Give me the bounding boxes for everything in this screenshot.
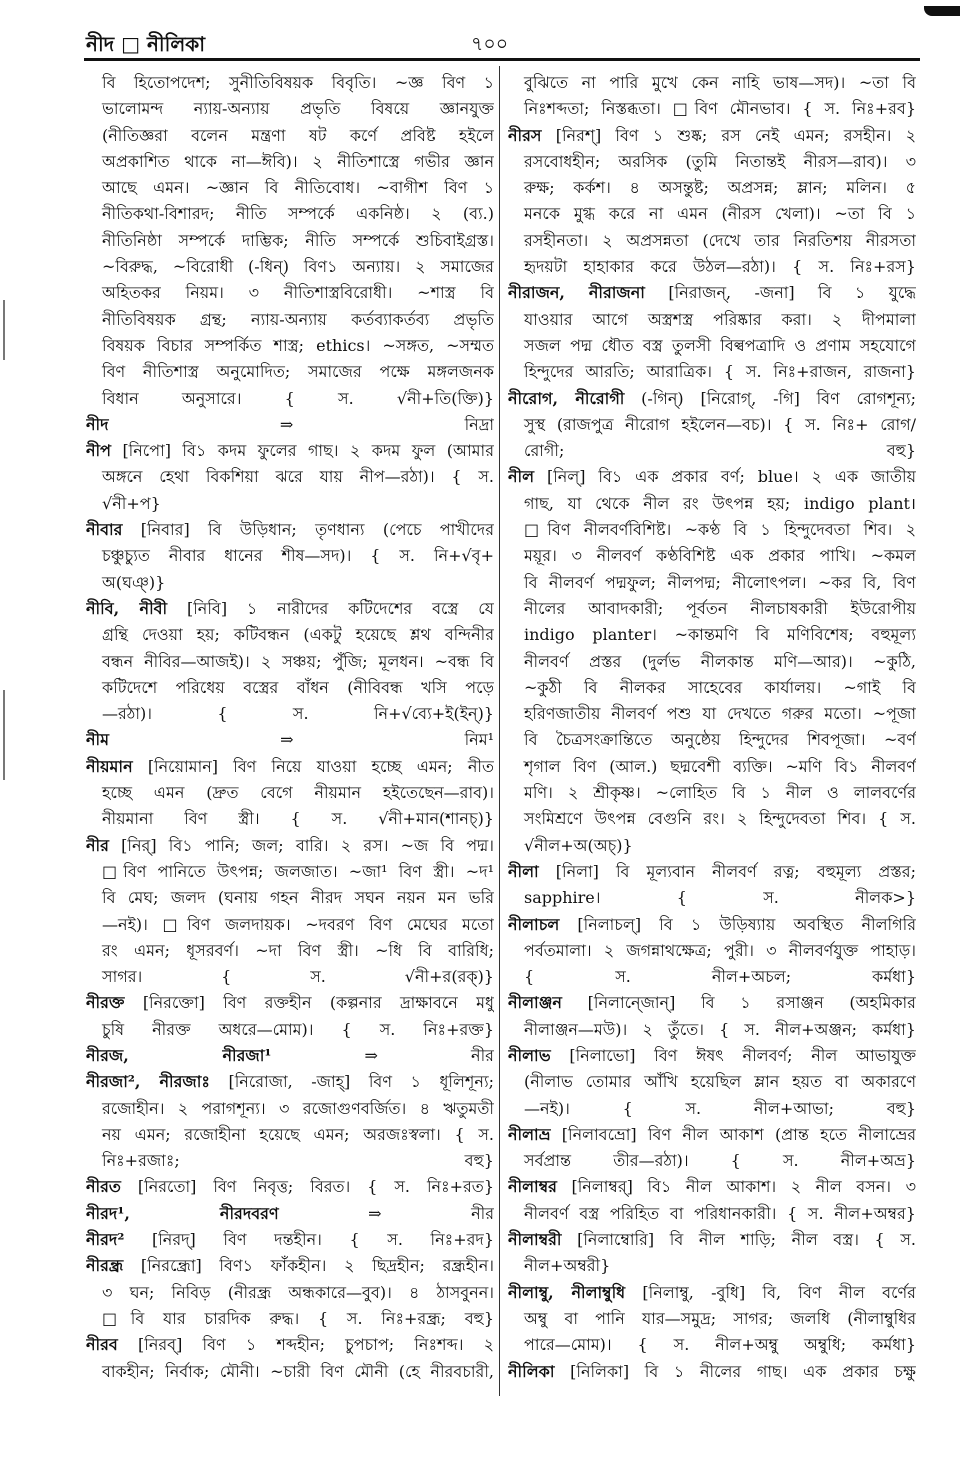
text-line — [508, 1017, 916, 1043]
definition-text: [নিলাবভ্রো] বিণ নীল আকাশ (প্রান্ত হতে নীলাভ্রের — [550, 1124, 916, 1144]
page-header — [86, 28, 916, 58]
definition-text: মনকে মুগ্ধ করে না এমন (নীরস খেলা)। ~তা বি ১ — [524, 204, 916, 224]
definition-text: পর্বতমালা। ২ জগন্নাথক্ষেত্র; পুরী। ৩ নীলবর্ণযুক্ত পাহাড়। — [524, 940, 916, 960]
scan-artifact — [924, 6, 960, 16]
definition-text: ~বিরুদ্ধ, ~বিরোধী (-ধিন্) বিণ১ অন্যায়। ২ সমাজের — [102, 257, 494, 277]
definition-text: ৩ ঘন; নিবিড় (নীরন্ধ্র অন্ধকারে—বুব)। ৪ ঠাসবুনন। — [102, 1282, 494, 1302]
text-line — [86, 649, 494, 675]
definition-text: —নই)। □বিণ জলদায়ক। ~দবরণ বিণ মেঘের মতো — [102, 914, 494, 934]
text-line — [508, 491, 916, 517]
definition-text: [নিলাম্বর্] বি১ নীল আকাশ। ২ নীল বসন। ৩ — [556, 1177, 916, 1197]
definition-text: শৃগাল বিণ (আল.) ছদ্মবেশী ব্যক্তি। ~মণি বি১ নীলবর্ণ — [524, 756, 916, 776]
text-line — [86, 1148, 494, 1174]
text-line — [86, 622, 494, 648]
text-line — [86, 675, 494, 701]
text-line — [508, 754, 916, 780]
definition-text: রোগী; বহু} — [524, 441, 916, 461]
text-line — [86, 938, 494, 964]
definition-text: নীলবর্ণ প্রস্তর (দুর্লভ নীলকান্ত মণি—আর)। ~কুঠি, — [524, 651, 916, 671]
headword: নীরোগ, নীরোগী — [508, 388, 625, 408]
definition-text: সজল পদ্ম ধৌত বস্ত্র তুলসী বিল্বপত্রাদি ও প্রণাম সহযোগে — [524, 335, 916, 355]
text-line — [508, 727, 916, 753]
definition-text: বি হিতোপদেশ; সুনীতিবিষয়ক বিবৃতি। ~জ্ঞ বিণ ১ — [102, 73, 494, 92]
entry-line — [86, 1174, 494, 1200]
text-line — [86, 70, 494, 96]
text-line — [86, 1017, 494, 1043]
text-line — [508, 96, 916, 122]
right-column — [508, 70, 916, 1385]
definition-text: হরিণজাতীয় নীলবর্ণ পশু যা দেখতে গরুর মতো। ~পূজা — [524, 704, 916, 724]
definition-text: অ(ঘঞ্)} — [102, 572, 166, 592]
scan-edge-mark — [3, 690, 5, 780]
definition-text: নীলবর্ণ বস্ত্র পরিহিত বা পরিধানকারী। { স. নীল+অম্বর} — [524, 1203, 916, 1223]
entry-line — [86, 517, 494, 543]
definition-text: বিধান অনুসারে। { স. √নী+তি(ক্তি)} — [102, 388, 494, 408]
text-line — [508, 1096, 916, 1122]
headword: নীরব — [86, 1335, 118, 1355]
definition-text: —নই)। { স. নীল+আভা; বহু} — [524, 1098, 916, 1118]
text-line — [86, 280, 494, 306]
text-line — [86, 201, 494, 227]
definition-text: —রঠা)। { স. নি+√ব্যে+ই(ইন্)} — [102, 704, 494, 724]
entry-line — [86, 596, 494, 622]
entry-line — [86, 1332, 494, 1358]
headword: নীরক্ত — [86, 993, 125, 1013]
headword: নীলাভ — [508, 1045, 551, 1065]
text-line — [508, 885, 916, 911]
text-line — [508, 1332, 916, 1358]
headword: নীয়মান — [86, 756, 133, 776]
definition-text: চুষি নীরক্ত অধরে—মোম)। { স. নিঃ+রক্ত} — [102, 1019, 494, 1039]
definition-text: বি নীলবর্ণ পদ্মফুল; নীলপদ্ম; নীলোৎপল। ~কর বি, বিণ — [524, 572, 916, 592]
headword: নীলাভ্র — [508, 1124, 551, 1144]
text-line — [86, 175, 494, 201]
definition-text: অঙ্গনে হেথা বিকশিয়া ঝরে যায় নীপ—রঠা)। { স. — [102, 467, 494, 487]
entry-line — [86, 754, 494, 780]
definition-text: [নিরক্তো] বিণ রক্তহীন (কল্পনার দ্রাক্ষাবনে মধু — [124, 993, 494, 1013]
text-line — [508, 438, 916, 464]
definition-text: সুস্থ (রাজপুত্র নীরোগ হইলেন—বচ)। { স. নিঃ+ রোগ/ — [524, 414, 916, 434]
text-line — [86, 1306, 494, 1332]
headword: নীম — [86, 730, 110, 750]
text-line — [86, 464, 494, 490]
definition-text: বি মেঘ; জলদ (ঘনায় গহন নীরদ সঘন নয়ন মন ভরি — [102, 888, 494, 908]
text-line — [86, 228, 494, 254]
definition-text: [নিলান্জোন্] বি ১ রসাঞ্জন (অহমিকার — [561, 993, 916, 1013]
definition-text: রসবোধহীন; অরসিক (তুমি নিতান্তই নীরস—রাব)। ৩ — [524, 151, 916, 171]
definition-text: [নিবি] ১ নারীদের কটিদেশের বস্ত্রে যে — [167, 598, 494, 618]
definition-text: হচ্ছে এমন (দ্রুত বেগে নীয়মান হইতেছেন—রাব)। — [102, 783, 494, 803]
headword: নীপ — [86, 441, 111, 461]
text-line — [508, 412, 916, 438]
definition-text: বিণ নীতিশাস্ত্র অনুমোদিত; সমাজের পক্ষে মঙ্গলজনক — [102, 362, 494, 382]
definition-text: (-গিন্) [নিরোগ্, -গি] বিণ রোগশূন্য; — [624, 388, 916, 408]
definition-text: ⇒ নীর — [278, 1203, 494, 1223]
header-rule — [84, 58, 920, 61]
definition-text: [নিরাজন্, -জনা] বি ১ যুদ্ধে — [644, 283, 916, 303]
definition-text: [নিবার] বি উড়িধান; তৃণধান্য (পেচে পাখীদের — [122, 520, 494, 540]
text-line — [86, 912, 494, 938]
text-line — [508, 570, 916, 596]
headword: নীরস — [508, 125, 542, 145]
text-line — [86, 123, 494, 149]
text-line — [508, 359, 916, 385]
text-line — [86, 254, 494, 280]
definition-text: বাকহীন; নির্বাক; মৌনী। ~চারী বিণ মৌনী (হে নীরবচারী, — [102, 1361, 494, 1381]
headword: নীলিকা — [508, 1361, 555, 1381]
definition-text: পারে—মোম)। { স. নীল+অম্বু অম্বুধি; কর্মধা} — [524, 1335, 916, 1355]
text-line — [86, 307, 494, 333]
entry-line — [508, 1227, 916, 1253]
definition-text: বি চৈত্রসংক্রান্তিতে অনুষ্ঠেয় হিন্দুদের শিবপূজা। ~বর্ণ — [524, 730, 916, 750]
text-line — [508, 149, 916, 175]
text-line — [508, 307, 916, 333]
definition-text: √নী+প} — [102, 493, 161, 513]
text-line — [508, 517, 916, 543]
text-line — [86, 96, 494, 122]
definition-text: রজোহীন। ২ পরাগশূন্য। ৩ রজোগুণবর্জিত। ৪ ঋতুমতী — [102, 1098, 494, 1118]
text-line — [86, 1122, 494, 1148]
definition-text: √নীল+অ(অচ্)} — [524, 835, 633, 855]
headword: নীরত — [86, 1177, 121, 1197]
definition-text: নীতিবিষয়ক গ্রন্থ; ন্যায়-অন্যায় কর্তব্যাকর্তব্য প্রভৃতি — [102, 309, 494, 329]
definition-text: indigo planter। ~কান্তমণি বি মণিবিশেষ; বহুমূল্য — [524, 625, 916, 645]
definition-text: [নিরব্] বিণ ১ শব্দহীন; চুপচাপ; নিঃশব্দ। ২ — [117, 1335, 494, 1355]
definition-text: sapphire। { স. নীলক>} — [524, 888, 916, 908]
left-column — [86, 70, 494, 1385]
column-divider — [499, 66, 500, 1396]
text-line — [508, 780, 916, 806]
headword: নীল — [508, 467, 535, 487]
definition-text: নিঃশব্দতা; নিস্তব্ধতা। □বিণ মৌনভাব। { স. নিঃ+রব} — [524, 99, 916, 119]
headword: নীবার — [86, 520, 123, 540]
definition-text: (নীলাভ তোমার আঁখি হয়েছিল ম্লান হয়ত বা অকারণে — [524, 1072, 916, 1092]
entry-line — [508, 464, 916, 490]
text-line — [508, 649, 916, 675]
text-line — [508, 1201, 916, 1227]
text-line — [86, 570, 494, 596]
entry-line — [86, 1043, 494, 1069]
definition-text: ⇒ নিদ্রা — [108, 414, 494, 434]
definition-text: ~কুঠী বি নীলকর সাহেবের কার্যালয়। ~গাই বি — [524, 677, 916, 697]
definition-text: □বি যার চারদিক রুদ্ধ। { স. নিঃ+রন্ধ্র; বহু} — [102, 1308, 494, 1328]
definition-text: [নিলা] বি মূল্যবান নীলবর্ণ রত্ন; বহুমূল্য প্রস্তর; — [538, 861, 916, 881]
definition-text: যাওয়ার আগে অস্ত্রশস্ত্র পরিষ্কার করা। ২ দীপমালা — [524, 309, 916, 329]
text-line — [86, 1280, 494, 1306]
definition-text: নীলাঞ্জন—মউ)। ২ তুঁতে। { স. নীল+অঞ্জন; কর্মধা} — [524, 1019, 916, 1039]
definition-text: [নিরন্ধ্রো] বিণ১ ফাঁকহীন। ২ ছিদ্রহীন; রন্ধ্রহীন। — [123, 1256, 494, 1276]
entry-line — [508, 990, 916, 1016]
definition-text: অহিতকর নিয়ম। ৩ নীতিশাস্ত্রবিরোধী। ~শাস্ত্র বি — [102, 283, 494, 303]
definition-text: □বিণ নীলবর্ণবিশিষ্ট। ~কণ্ঠ বি ১ হিন্দুদেবতা শিব। ২ — [524, 520, 916, 540]
entry-line — [86, 1253, 494, 1279]
definition-text: সাগর। { স. √নী+র(রক্)} — [102, 967, 494, 987]
text-line — [86, 1096, 494, 1122]
entry-line — [508, 912, 916, 938]
text-line — [86, 806, 494, 832]
text-line — [508, 833, 916, 859]
entry-line — [86, 1201, 494, 1227]
text-line — [508, 201, 916, 227]
text-line — [508, 701, 916, 727]
definition-text: গাছ, যা থেকে নীল রং উৎপন্ন হয়; indigo plant। — [524, 493, 916, 513]
definition-text: বন্ধন নীবির—আজই)। ২ সঞ্চয়; পুঁজি; মূলধন। ~বন্ধ বি — [102, 651, 494, 671]
definition-text: ভালোমন্দ ন্যায়-অন্যায় প্রভৃতি বিষয়ে জ্ঞানযুক্ত — [102, 99, 494, 119]
definition-text: রসহীনতা। ২ অপ্রসন্নতা (দেখে তার নিরতিশয় নীরসতা — [524, 230, 916, 250]
headword: নীলাম্বর — [508, 1177, 557, 1197]
text-line — [508, 543, 916, 569]
entry-line — [86, 412, 494, 438]
entry-line — [508, 1280, 916, 1306]
definition-text: [নিরোজা, -জাহ্] বিণ ১ ধূলিশূন্য; — [209, 1072, 494, 1092]
entry-line — [508, 1359, 916, 1385]
definition-text: [নিলাম্বোরি] বি নীল শাড়ি; নীল বস্ত্র। { স. — [561, 1230, 916, 1250]
page-number: ৭০০ — [471, 33, 509, 55]
definition-text: কটিদেশে পরিধেয় বস্ত্রের বাঁধন (নীবিবন্ধ খসি পড়ে — [102, 677, 494, 697]
text-line — [508, 228, 916, 254]
definition-text: (নীতিজ্ঞরা বলেন মন্ত্রণা ষট কর্ণে প্রবিষ্ট হইলে — [102, 125, 494, 145]
text-line — [508, 806, 916, 832]
headword: নীবি, নীবী — [86, 598, 168, 618]
definition-text: নীতিকথা-বিশারদ; নীতি সম্পর্কে একনিষ্ঠ। ২ (ব্য.) — [102, 204, 494, 224]
text-line — [508, 175, 916, 201]
definition-text: রং এমন; ধূসরবর্ণ। ~দা বিণ স্ত্রী। ~ধি বি বারিধি; — [102, 940, 494, 960]
text-line — [508, 596, 916, 622]
text-line — [86, 964, 494, 990]
definition-text: নয় এমন; রজোহীনা হয়েছে এমন; অরজঃস্বলা। { স. — [102, 1124, 494, 1144]
entry-line — [86, 1069, 494, 1095]
text-line — [508, 1069, 916, 1095]
text-line — [508, 333, 916, 359]
headword: নীর — [86, 835, 109, 855]
definition-text: [নিলাভো] বিণ ঈষৎ নীলবর্ণ; নীল আভাযুক্ত — [550, 1045, 916, 1065]
definition-text: হৃদয়টা হাহাকার করে উঠল—রঠা)। { স. নিঃ+রস} — [524, 257, 916, 277]
definition-text: [নিরদ্] বিণ দন্তহীন। { স. নিঃ+রদ} — [124, 1230, 494, 1250]
headword: নীলাচল — [508, 914, 560, 934]
headword: নীরজ, নীরজা¹ — [86, 1045, 272, 1065]
text-line — [508, 254, 916, 280]
text-line — [508, 938, 916, 964]
entry-line — [508, 280, 916, 306]
guide-words: নীদ □ নীলিকা — [86, 32, 206, 56]
headword: নীলাম্বরী — [508, 1230, 562, 1250]
entry-line — [508, 123, 916, 149]
definition-text: অম্বু বা পানি যার—সমুদ্র; সাগর; জলধি (নীলাম্বুধির — [524, 1308, 916, 1328]
definition-text: মণি। ২ শ্রীকৃষ্ণ। ~লোহিত বি ১ নীল ও লালবর্ণের — [524, 783, 916, 803]
headword: নীলাম্বু, নীলাম্বুধি — [508, 1282, 626, 1302]
text-line — [86, 543, 494, 569]
text-line — [508, 1253, 916, 1279]
definition-text: নীতিনিষ্ঠা সম্পর্কে দাম্ভিক; নীতি সম্পর্কে শুচিবাইগ্রস্ত। — [102, 230, 494, 250]
definition-text: [নিল্] বি১ এক প্রকার বর্ণ; blue। ২ এক জাতীয় — [534, 467, 916, 487]
text-line — [86, 859, 494, 885]
text-line — [86, 359, 494, 385]
text-line — [86, 333, 494, 359]
definition-text: ⇒ নিম¹ — [109, 730, 494, 750]
text-line — [508, 622, 916, 648]
entry-line — [86, 990, 494, 1016]
entry-line — [508, 1122, 916, 1148]
definition-text: { স. নীল+অচল; কর্মধা} — [524, 967, 916, 987]
headword: নীলাঞ্জন — [508, 993, 562, 1013]
definition-text: [নিপো] বি১ কদম ফুলের গাছ। ২ কদম ফুল (আমার — [111, 441, 494, 461]
headword: নীদ — [86, 414, 109, 434]
entry-line — [508, 1174, 916, 1200]
entry-line — [86, 438, 494, 464]
definition-text: ময়ূর। ৩ নীলবর্ণ কণ্ঠবিশিষ্ট এক প্রকার পাখি। ~কমল — [524, 546, 916, 566]
text-line — [508, 675, 916, 701]
text-line — [86, 386, 494, 412]
definition-text: □বিণ পানিতে উৎপন্ন; জলজাত। ~জা¹ বিণ স্ত্রী। ~দ¹ — [102, 861, 494, 881]
definition-text: অপ্রকাশিত থাকে না—ঈবি)। ২ নীতিশাস্ত্রে গভীর জ্ঞান — [102, 151, 494, 171]
text-line — [86, 701, 494, 727]
definition-text: নীলের আবাদকারী; পূর্বতন নীলচাষকারী ইউরোপীয় — [524, 598, 916, 618]
definition-text: বিষয়ক বিচার সম্পর্কিত শাস্ত্র; ethics। ~সঙ্গত, ~সম্মত — [102, 335, 494, 355]
definition-text: চঞ্চুচ্যুত নীবার ধানের শীষ—সদ)। { স. নি+√বৃ+ — [102, 546, 494, 566]
definition-text: ⇒ নীর — [271, 1045, 494, 1065]
entry-line — [86, 1227, 494, 1253]
definition-text: সংমিশ্রণে উৎপন্ন বেগুনি রং। ২ হিন্দুদেবতা শিব। { স. — [524, 809, 916, 829]
definition-text: নিঃ+রজাঃ; বহু} — [102, 1151, 494, 1171]
text-line — [508, 70, 916, 96]
text-line — [508, 964, 916, 990]
headword: নীলা — [508, 861, 539, 881]
entry-line — [508, 386, 916, 412]
definition-text: আছে এমন। ~জ্ঞান বি নীতিবোধ। ~বাগীশ বিণ ১ — [102, 178, 494, 198]
text-line — [508, 1306, 916, 1332]
headword: নীরদ² — [86, 1230, 125, 1250]
text-line — [86, 885, 494, 911]
definition-text: হিন্দুদের আরতি; আরাত্রিক। { স. নিঃ+রাজন, রাজনা} — [524, 362, 916, 382]
entry-line — [86, 833, 494, 859]
headword: নীরন্ধ্র — [86, 1256, 124, 1276]
definition-text: [নিলাচল্] বি ১ উড়িষ্যায় অবস্থিত নীলগিরি — [559, 914, 916, 934]
entry-line — [86, 727, 494, 753]
definition-text: নীয়মানা বিণ স্ত্রী। { স. √নী+মান(শানচ্)} — [102, 809, 494, 829]
headword: নীরজা², নীরজাঃ — [86, 1072, 210, 1092]
definition-text: [নিলাম্বু, -বুধি] বি, বিণ নীল বর্ণের — [625, 1282, 916, 1302]
scan-edge-mark — [3, 300, 5, 360]
definition-text: রুক্ষ; কর্কশ। ৪ অসন্তুষ্ট; অপ্রসন্ন; ম্লান; মলিন। ৫ — [524, 178, 916, 198]
text-line — [86, 491, 494, 517]
text-line — [86, 780, 494, 806]
entry-line — [508, 859, 916, 885]
definition-text: গ্রন্থি দেওয়া হয়; কটিবন্ধন (একটু হয়েছে শ্লথ বন্দিনীর — [102, 625, 494, 645]
definition-text: [নিরতো] বিণ নিবৃত্ত; বিরত। { স. নিঃ+রত} — [120, 1177, 494, 1197]
definition-text: [নিলিকা] বি ১ নীলের গাছ। এক প্রকার চক্ষু — [554, 1361, 916, 1381]
entry-line — [508, 1043, 916, 1069]
definition-text: [নির্] বি১ পানি; জল; বারি। ২ রস। ~জ বি পদ্ম। — [108, 835, 494, 855]
text-line — [86, 1359, 494, 1385]
text-line — [86, 149, 494, 175]
definition-text: [নিয়োমান] বিণ নিয়ে যাওয়া হচ্ছে এমন; নীত — [132, 756, 494, 776]
definition-text: [নিরশ্] বিণ ১ শুষ্ক; রস নেই এমন; রসহীন। ২ — [541, 125, 916, 145]
text-line — [508, 1148, 916, 1174]
definition-text: সর্বপ্রান্ত তীর—রঠা)। { স. নীল+অভ্র} — [524, 1151, 916, 1171]
headword: নীরদ¹, নীরদবরণ — [86, 1203, 279, 1223]
definition-text: নীল+অম্বরী} — [524, 1256, 611, 1276]
headword: নীরাজন, নীরাজনা — [508, 283, 645, 303]
definition-text: বুঝিতে না পারি মুখে কেন নাহি ভাষ—সদ)। ~তা বি — [524, 73, 916, 92]
